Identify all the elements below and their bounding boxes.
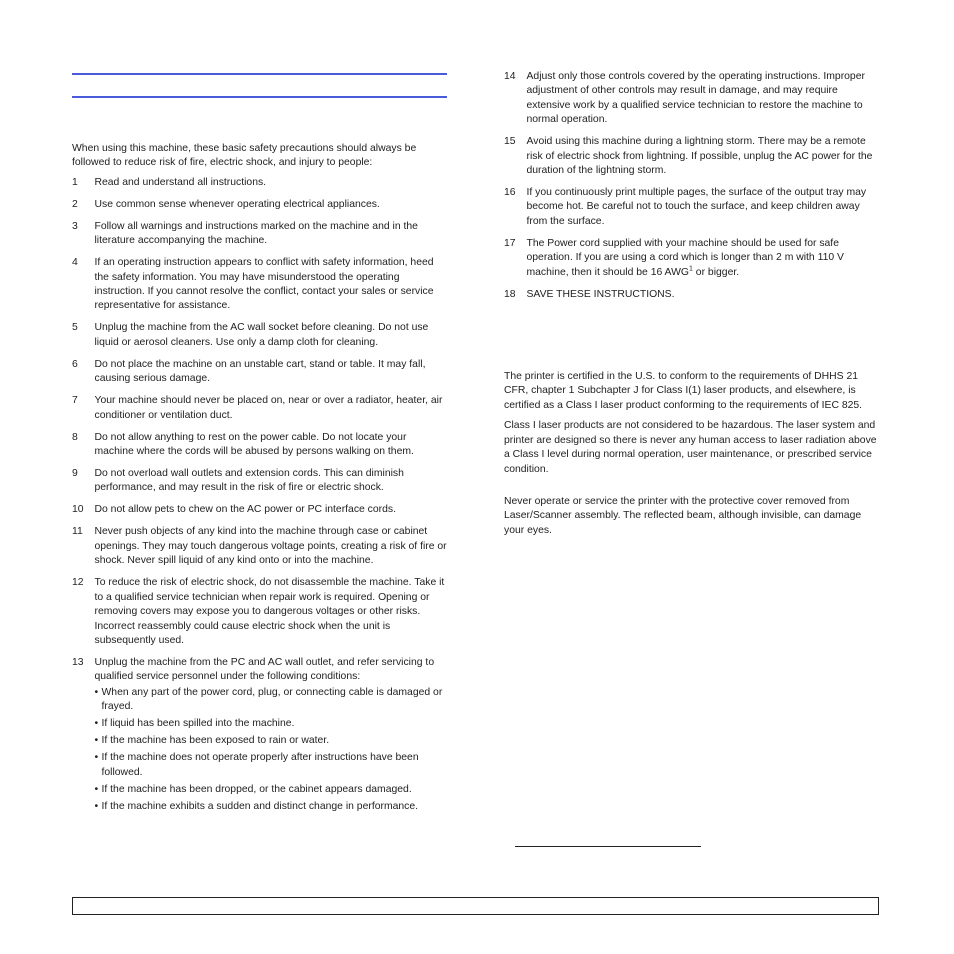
bullet-dot: • — [94, 783, 99, 795]
list-item — [72, 220, 448, 249]
item-number: 2 — [72, 198, 78, 210]
item-text: Adjust only those controls covered by the operating instructions. Improper adjustment of other controls may result in damage, and may require extensive work by a qualified service technician to restore the machine to normal operation. — [526, 71, 865, 126]
item-text: Your machine should never be placed on, near or over a radiator, heater, air conditioner or ventilation duct. — [94, 395, 443, 421]
item-text: Unplug the machine from the AC wall socket before cleaning. Do not use liquid or aerosol cleaners. Use only a damp cloth for cleaning. — [94, 322, 429, 348]
list-item — [72, 576, 448, 648]
list-item — [72, 503, 448, 517]
left-column — [72, 142, 448, 824]
footer-box — [72, 897, 879, 915]
list-item — [72, 256, 448, 314]
item-text: Read and understand all instructions. — [94, 176, 267, 188]
item-text: Unplug the machine from the PC and AC wall outlet, and refer servicing to qualified service personnel under the following conditions: — [94, 656, 435, 683]
item-number: 15 — [504, 136, 516, 148]
item-number: 16 — [504, 187, 516, 199]
list-item — [72, 431, 448, 460]
bullet-item: • If the machine does not operate properly after instructions have been followed. — [95, 751, 449, 780]
section-rule-bottom — [72, 96, 447, 98]
bullet-dot: • — [94, 752, 99, 764]
list-item — [72, 176, 448, 190]
list-item — [72, 656, 448, 817]
list-item — [72, 321, 448, 350]
item-number: 10 — [72, 504, 84, 516]
laser-certification-paragraph: The printer is certified in the U.S. to conform to the requirements of DHHS 21 CFR, chapter 1 Subchapter J for Class I(1) laser products, and elsewhere, is certified as a Class I laser product conforming to the requirements of IEC 825. — [504, 371, 863, 411]
item-number: 6 — [72, 358, 78, 370]
list-item — [504, 135, 880, 178]
list-item — [504, 186, 880, 229]
item-text: If you continuously print multiple pages, the surface of the output tray may become hot. Be careful not to touch the surface, and keep children away from the surface. — [526, 187, 867, 227]
bullet-dot: • — [94, 735, 99, 747]
item-text: Do not allow anything to rest on the power cable. Do not locate your machine where the cords will be abused by persons walking on them. — [94, 431, 414, 458]
list-item — [72, 467, 448, 496]
right-column — [504, 70, 880, 544]
list-item — [72, 394, 448, 423]
item-number: 18 — [504, 288, 516, 300]
item-number: 4 — [72, 257, 78, 269]
list-item — [504, 237, 880, 280]
item-text: Follow all warnings and instructions marked on the machine and in the literature accompanying the machine. — [94, 220, 418, 247]
list-item — [504, 70, 880, 128]
intro-paragraph: When using this machine, these basic safety precautions should always be followed to reduce risk of fire, electric shock, and injury to people: — [72, 143, 417, 169]
item-text: To reduce the risk of electric shock, do not disassemble the machine. Take it to a qualified service technician when repair work is required. Opening or removing covers may expose you to dangerous voltages or other risks. Incorrect reassembly could cause electric shock when the unit is subsequently used. — [94, 577, 445, 646]
item-number: 9 — [72, 468, 78, 480]
section-rule-top — [72, 73, 447, 75]
bullet-dot: • — [94, 686, 99, 698]
item-number: 11 — [72, 526, 83, 538]
list-item — [72, 198, 448, 212]
item-text: Avoid using this machine during a lightning storm. There may be a remote risk of electric shock from lightning. If possible, unplug the AC power for the duration of the lightning storm. — [526, 136, 873, 177]
item-text: Never push objects of any kind into the machine through case or cabinet openings. They may touch dangerous voltage points, creating a risk of fire or shock. Never spill liquid of any kind onto or into the machine. — [94, 526, 447, 567]
bullet-item: • If the machine has been dropped, or the cabinet appears damaged. — [95, 783, 449, 797]
item-number: 12 — [72, 577, 84, 589]
bullet-item: • If the machine has been exposed to rain or water. — [95, 734, 449, 748]
item-text: SAVE THESE INSTRUCTIONS. — [526, 288, 675, 300]
item-text: Do not overload wall outlets and extension cords. This can diminish performance, and may result in the risk of fire or electric shock. — [94, 468, 404, 494]
bullet-dot: • — [94, 718, 99, 730]
list-item — [72, 358, 448, 387]
bullet-item: • When any part of the power cord, plug, or connecting cable is damaged or frayed. — [95, 686, 449, 715]
item-number: 3 — [72, 220, 78, 232]
bullet-item: • If liquid has been spilled into the machine. — [95, 717, 449, 731]
list-item — [72, 525, 448, 568]
condition-list — [95, 686, 449, 814]
item-number: 5 — [72, 322, 78, 334]
item-number: 13 — [72, 656, 84, 668]
footnote-separator — [515, 846, 701, 847]
list-item — [504, 288, 880, 302]
item-number: 17 — [504, 237, 516, 249]
item-text: The Power cord supplied with your machine should be used for safe operation. If you are using a cord which is longer than 2 m with 110 V machine, then it should be 16 AWG$^1$ or bigger. — [526, 237, 844, 278]
footnote-marker: 1 — [689, 265, 693, 273]
laser-class-paragraph: Class I laser products are not considered to be hazardous. The laser system and printer are designed so there is never any human access to laser radiation above a Class I level during normal operation, user maintenance, or prescribed service condition. — [504, 420, 877, 475]
item-text: Do not place the machine on an unstable cart, stand or table. It may fall, causing serious damage. — [94, 358, 426, 385]
item-number: 1 — [72, 176, 78, 188]
item-text: If an operating instruction appears to conflict with safety information, heed the safety information. You may have misunderstood the operating instruction. If you cannot resolve the conflict, contact your sales or service representative for assistance. — [94, 257, 434, 312]
item-number: 14 — [504, 71, 516, 82]
item-number: 7 — [72, 395, 78, 407]
item-text: Do not allow pets to chew on the AC power or PC interface cords. — [94, 504, 396, 516]
item-text: Use common sense whenever operating electrical appliances. — [94, 198, 380, 210]
item-number: 8 — [72, 431, 78, 443]
bullet-dot: • — [94, 800, 99, 812]
bullet-item: • If the machine exhibits a sudden and distinct change in performance. — [95, 800, 449, 814]
laser-warning-paragraph: Never operate or service the printer with the protective cover removed from Laser/Scanner assembly. The reflected beam, although invisible, can damage your eyes. — [504, 495, 862, 536]
